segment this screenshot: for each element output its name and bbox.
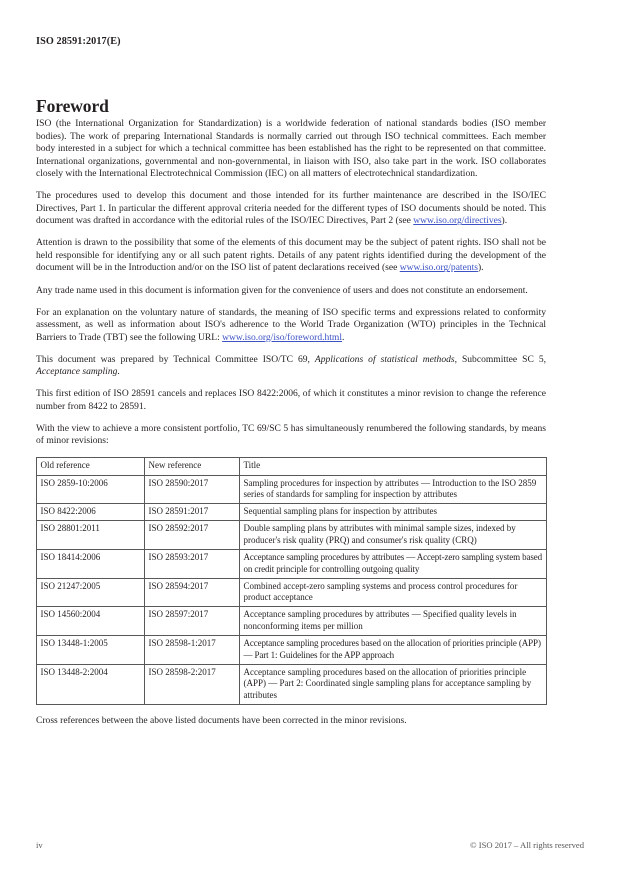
cell-new-reference: ISO 28594:2017 bbox=[145, 578, 240, 607]
table-row bbox=[37, 578, 547, 607]
paragraph-first-edition bbox=[36, 388, 546, 413]
reference-table-wrapper bbox=[36, 457, 546, 705]
table-row bbox=[37, 550, 547, 579]
cell-new-reference: ISO 28597:2017 bbox=[145, 607, 240, 636]
paragraph-text: For an explanation on the voluntary nature of standards, the meaning of ISO specific terms and expressions related to conformity assessment, as well as information about ISO's adherence to the World Trade Organization (WTO) principles in the Technical Barriers to Trade (TBT) see the following URL: bbox=[36, 306, 546, 343]
cell-new-reference: ISO 28593:2017 bbox=[145, 550, 240, 579]
column-header-new-reference: New reference bbox=[145, 458, 240, 475]
paragraph-text-tail: . bbox=[342, 331, 345, 343]
cell-old-reference: ISO 13448-1:2005 bbox=[37, 636, 145, 665]
paragraph-text: Any trade name used in this document is information given for the convenience of users and does not constitute an endorsement. bbox=[36, 284, 528, 296]
paragraph-text-tail: . bbox=[117, 366, 120, 378]
link-iso-patents[interactable]: www.iso.org/patents bbox=[399, 262, 478, 274]
paragraph-text: ISO (the International Organization for Standardization) is a worldwide federation of national standards bodies (ISO member bodies). The work of preparing International Standards is normally carried out through ISO technical committees. Each member body interested in a subject for which a technical committee has been established has the right to be represented on that committee. International organizations, governmental and non-governmental, in liaison with ISO, also take part in the work. ISO collaborates closely with the International Electrotechnical Commission (IEC) on all matters of electrotechnical standardization. bbox=[36, 118, 546, 180]
link-iso-foreword[interactable]: www.iso.org/iso/foreword.html bbox=[222, 331, 342, 343]
running-header: ISO 28591:2017(E) bbox=[36, 36, 121, 47]
committee-scope-title: Applications of statistical methods bbox=[314, 353, 455, 365]
footer-page-number: iv bbox=[36, 840, 43, 850]
cell-title: Sampling procedures for inspection by attributes — Introduction to the ISO 2859 series of standards for sampling for inspection by attributes bbox=[240, 475, 547, 504]
paragraph-iso-intro bbox=[36, 118, 546, 181]
cell-title: Acceptance sampling procedures by attributes — Specified quality levels in nonconforming items per million bbox=[240, 607, 547, 636]
paragraph-renumbering-intro bbox=[36, 423, 546, 448]
paragraph-cross-references: Cross references between the above listed documents have been corrected in the minor revisions. bbox=[36, 715, 407, 727]
paragraph-procedures bbox=[36, 190, 546, 228]
cell-old-reference: ISO 18414:2006 bbox=[37, 550, 145, 579]
page-footer bbox=[36, 838, 584, 852]
subcommittee-scope-title: Acceptance sampling bbox=[36, 366, 118, 378]
paragraph-text: With the view to achieve a more consistent portfolio, TC 69/SC 5 has simultaneously renumbered the following standards, by means of minor revisions: bbox=[36, 422, 546, 447]
cell-old-reference: ISO 14560:2004 bbox=[37, 607, 145, 636]
table-row bbox=[37, 664, 547, 704]
paragraph-text: This first edition of ISO 28591 cancels and replaces ISO 8422:2006, of which it constitutes a minor revision to change the reference number from 8422 to 28591. bbox=[36, 388, 546, 412]
cell-title: Sequential sampling plans for inspection by attributes bbox=[240, 504, 547, 521]
column-header-title: Title bbox=[240, 458, 547, 475]
table-row bbox=[37, 607, 547, 636]
paragraph-trade-name bbox=[36, 285, 546, 298]
paragraph-text: The procedures used to develop this document and those intended for its further maintenance are described in the ISO/IEC Directives, Part 1. In particular the different approval criteria needed for the different types of ISO documents should be noted. This document was drafted in accordance with the editorial rules of the ISO/IEC Directives, Part 2 (see bbox=[36, 190, 546, 227]
page-title: Foreword bbox=[36, 95, 109, 116]
cell-old-reference: ISO 2859-10:2006 bbox=[37, 475, 145, 504]
cell-title: Acceptance sampling procedures based on the allocation of priorities principle (APP) — Part 1: Guidelines for the APP approach bbox=[240, 636, 547, 665]
cell-title: Acceptance sampling procedures by attributes — Accept-zero sampling system based on credit principle for controlling outgoing quality bbox=[240, 550, 547, 579]
table-row bbox=[37, 636, 547, 665]
cell-title: Double sampling plans by attributes with minimal sample sizes, indexed by producer's risk quality (PRQ) and consumer's risk quality (CRQ) bbox=[240, 521, 547, 550]
table-header-row bbox=[37, 458, 547, 475]
cell-old-reference: ISO 8422:2006 bbox=[37, 504, 145, 521]
cell-title: Acceptance sampling procedures based on the allocation of priorities principle (APP) — Part 2: Coordinated single sampling plans for acceptance sampling by attributes bbox=[240, 664, 547, 704]
paragraph-text-mid: , Subcommittee SC 5, bbox=[454, 353, 546, 365]
cell-old-reference: ISO 28801:2011 bbox=[37, 521, 145, 550]
link-iso-directives[interactable]: www.iso.org/directives bbox=[413, 215, 502, 227]
cell-old-reference: ISO 21247:2005 bbox=[37, 578, 145, 607]
table-body bbox=[37, 475, 547, 705]
cell-new-reference: ISO 28591:2017 bbox=[145, 504, 240, 521]
paragraph-patent-rights bbox=[36, 237, 546, 275]
paragraph-text-tail: ). bbox=[477, 262, 484, 274]
paragraph-voluntary-nature bbox=[36, 307, 546, 345]
table-header bbox=[37, 458, 547, 475]
table-row bbox=[37, 521, 547, 550]
table-row bbox=[37, 475, 547, 504]
paragraph-text: This document was prepared by Technical Committee ISO/TC 69, bbox=[36, 353, 315, 365]
cell-old-reference: ISO 13448-2:2004 bbox=[37, 664, 145, 704]
column-header-old-reference: Old reference bbox=[37, 458, 145, 475]
body-content bbox=[36, 118, 546, 728]
footer-copyright: © ISO 2017 – All rights reserved bbox=[470, 840, 584, 850]
cell-new-reference: ISO 28592:2017 bbox=[145, 521, 240, 550]
paragraph-committee bbox=[36, 354, 546, 379]
cell-new-reference: ISO 28590:2017 bbox=[145, 475, 240, 504]
paragraph-text: Attention is drawn to the possibility that some of the elements of this document may be the subject of patent rights. ISO shall not be held responsible for identifying any or all such patent rights. Details of any patent rights identified during the development of the document will be in the Introduction and/or on the ISO list of patent declarations received (see bbox=[36, 237, 546, 274]
reference-table bbox=[36, 457, 547, 705]
table-row bbox=[37, 504, 547, 521]
paragraph-text-tail: ). bbox=[501, 215, 508, 227]
cell-new-reference: ISO 28598-1:2017 bbox=[145, 636, 240, 665]
cell-new-reference: ISO 28598-2:2017 bbox=[145, 664, 240, 704]
cell-title: Combined accept-zero sampling systems and process control procedures for product acceptance bbox=[240, 578, 547, 607]
